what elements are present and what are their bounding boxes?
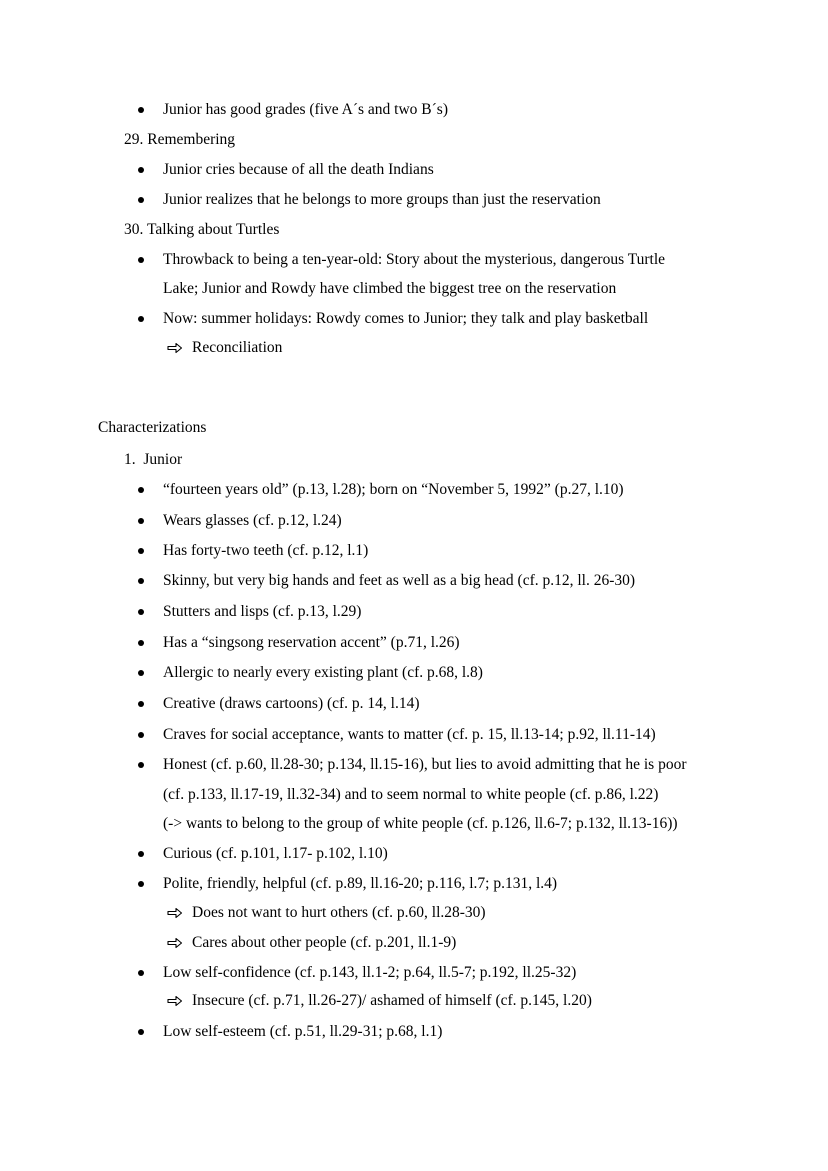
list-item: Junior cries because of all the death Indians — [163, 161, 434, 178]
bullet-icon — [138, 1029, 144, 1035]
arrow-item: Insecure (cf. p.71, ll.26-27)/ ashamed of himself (cf. p.145, l.20) — [192, 992, 592, 1009]
list-item: “fourteen years old” (p.13, l.28); born on “November 5, 1992” (p.27, l.10) — [163, 481, 624, 498]
list-item: Creative (draws cartoons) (cf. p. 14, l.14) — [163, 695, 420, 712]
bullet-icon — [138, 518, 144, 524]
bullet-icon — [138, 851, 144, 857]
bullet-icon — [138, 640, 144, 646]
bullet-icon — [138, 548, 144, 554]
arrow-right-icon — [167, 995, 183, 1007]
section-title: Characterizations — [98, 419, 207, 436]
list-item: Has a “singsong reservation accent” (p.71, l.26) — [163, 634, 460, 651]
list-item: Low self-confidence (cf. p.143, ll.1-2; p.64, ll.5-7; p.192, ll.25-32) — [163, 964, 577, 981]
bullet-icon — [138, 107, 144, 113]
list-item: Craves for social acceptance, wants to matter (cf. p. 15, ll.13-14; p.92, ll.11-14) — [163, 726, 656, 743]
chapter-heading-29: 29. Remembering — [124, 131, 236, 148]
arrow-right-icon — [167, 937, 183, 949]
list-item-continuation: Lake; Junior and Rowdy have climbed the biggest tree on the reservation — [163, 280, 617, 297]
bullet-icon — [138, 487, 144, 493]
arrow-item: Reconciliation — [192, 339, 283, 356]
bullet-icon — [138, 257, 144, 263]
bullet-icon — [138, 762, 144, 768]
bullet-icon — [138, 670, 144, 676]
bullet-icon — [138, 167, 144, 173]
bullet-icon — [138, 578, 144, 584]
list-item: Honest (cf. p.60, ll.28-30; p.134, ll.15-16), but lies to avoid admitting that he is poor — [163, 756, 687, 773]
bullet-icon — [138, 881, 144, 887]
subsection-heading-junior: 1. Junior — [124, 451, 183, 468]
bullet-icon — [138, 701, 144, 707]
list-item: Allergic to nearly every existing plant (cf. p.68, l.8) — [163, 664, 483, 681]
arrow-right-icon — [167, 342, 183, 354]
list-item: Throwback to being a ten-year-old: Story about the mysterious, dangerous Turtle — [163, 251, 666, 268]
arrow-right-icon — [167, 907, 183, 919]
list-item: Now: summer holidays: Rowdy comes to Junior; they talk and play basketball — [163, 310, 649, 327]
list-item: Junior has good grades (five A´s and two B´s) — [163, 101, 448, 118]
list-item: Has forty-two teeth (cf. p.12, l.1) — [163, 542, 369, 559]
list-item: Polite, friendly, helpful (cf. p.89, ll.16-20; p.116, l.7; p.131, l.4) — [163, 875, 558, 892]
list-item: Skinny, but very big hands and feet as well as a big head (cf. p.12, ll. 26-30) — [163, 572, 636, 589]
list-item: Stutters and lisps (cf. p.13, l.29) — [163, 603, 362, 620]
list-item-continuation: (-> wants to belong to the group of white people (cf. p.126, ll.6-7; p.132, ll.13-16)) — [163, 815, 678, 832]
arrow-item: Does not want to hurt others (cf. p.60, ll.28-30) — [192, 904, 486, 921]
list-item-continuation: (cf. p.133, ll.17-19, ll.32-34) and to seem normal to white people (cf. p.86, l.22) — [163, 786, 659, 803]
list-item: Junior realizes that he belongs to more groups than just the reservation — [163, 191, 601, 208]
bullet-icon — [138, 732, 144, 738]
bullet-icon — [138, 316, 144, 322]
bullet-icon — [138, 970, 144, 976]
chapter-heading-30: 30. Talking about Turtles — [124, 221, 280, 238]
list-item: Wears glasses (cf. p.12, l.24) — [163, 512, 342, 529]
list-item: Curious (cf. p.101, l.17- p.102, l.10) — [163, 845, 388, 862]
arrow-item: Cares about other people (cf. p.201, ll.1-9) — [192, 934, 457, 951]
list-item: Low self-esteem (cf. p.51, ll.29-31; p.68, l.1) — [163, 1023, 443, 1040]
bullet-icon — [138, 197, 144, 203]
bullet-icon — [138, 609, 144, 615]
